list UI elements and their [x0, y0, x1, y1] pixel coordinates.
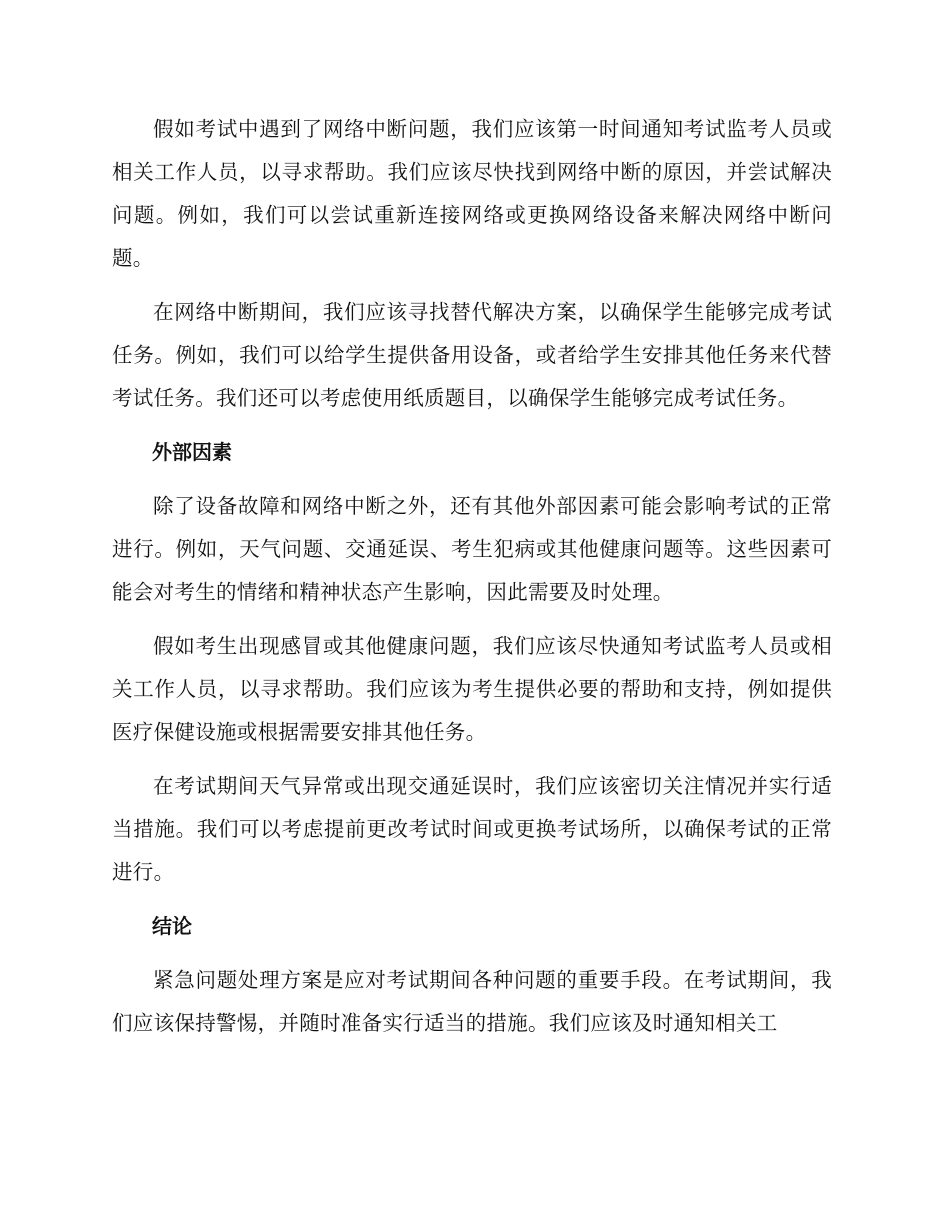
paragraph-network-interruption: 假如考试中遇到了网络中断问题，我们应该第一时间通知考试监考人员或相关工作人员，以寻求帮助。我们应该尽快找到网络中断的原因，并尝试解决问题。例如，我们可以尝试重新连接网络或更换网络设备来解决网络中断问题。: [112, 117, 832, 270]
paragraph-external-factors: 除了设备故障和网络中断之外，还有其他外部因素可能会影响考试的正常进行。例如，天气问题、交通延误、考生犯病或其他健康问题等。这些因素可能会对考生的情绪和精神状态产生影响，因此需要及时处理。: [112, 494, 832, 604]
section-heading-conclusion: 结论: [152, 914, 192, 938]
paragraph-weather-traffic: 在考试期间天气异常或出现交通延误时，我们应该密切关注情况并实行适当措施。我们可以考虑提前更改考试时间或更换考试场所，以确保考试的正常进行。: [112, 774, 832, 884]
document-page: [112, 108, 832, 1056]
paragraph-health-issues: 假如考生出现感冒或其他健康问题，我们应该尽快通知考试监考人员或相关工作人员，以寻求帮助。我们应该为考生提供必要的帮助和支持，例如提供医疗保健设施或根据需要安排其他任务。: [112, 634, 832, 744]
paragraph-conclusion: 紧急问题处理方案是应对考试期间各种问题的重要手段。在考试期间，我们应该保持警惕，并随时准备实行适当的措施。我们应该及时通知相关工: [112, 968, 832, 1035]
paragraph-alternative-solutions: 在网络中断期间，我们应该寻找替代解决方案，以确保学生能够完成考试任务。例如，我们可以给学生提供备用设备，或者给学生安排其他任务来代替考试任务。我们还可以考虑使用纸质题目，以确保学生能够完成考试任务。: [112, 300, 832, 410]
section-heading-external-factors: 外部因素: [152, 440, 232, 464]
